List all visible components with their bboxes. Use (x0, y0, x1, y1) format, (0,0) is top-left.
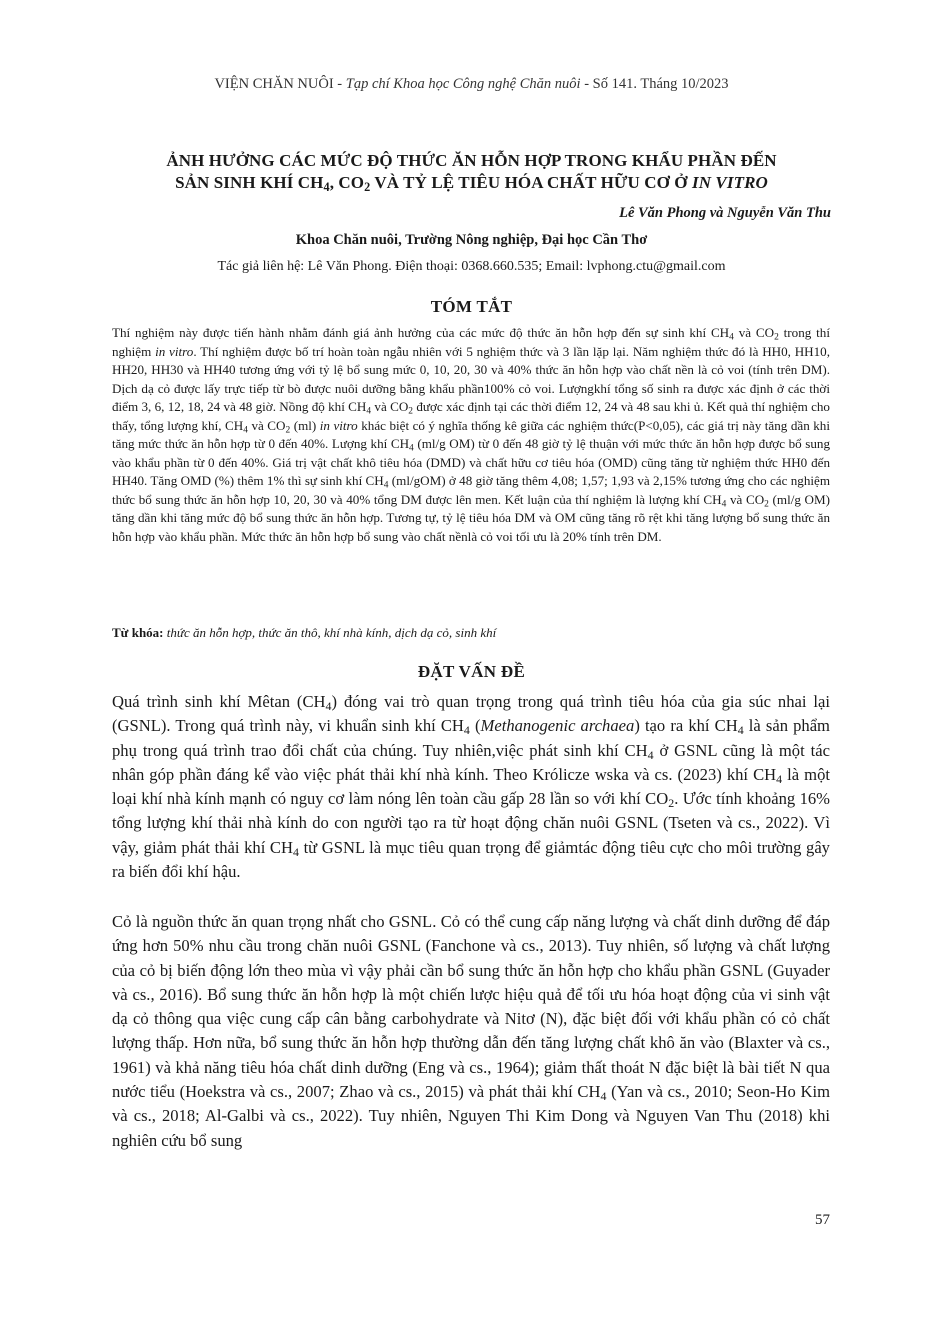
intro-heading: ĐẶT VẤN ĐỀ (417, 662, 526, 681)
intro-paragraph-1: Quá trình sinh khí Mêtan $(CH_4)$ đóng vai trò quan trọng trong quá trình tiêu hóa của gia súc nhai lại (GSNL). Trong quá trình này, vi khuẩn sinh khí $CH_4$ (Methanogenic archaea) tạo ra khí $CH_4$ là sản phẩm phụ trong quá trình trao đổi chất của chúng. Tuy nhiên,việc phát sinh khí $CH_4$ ở GSNL cũng là một tác nhân góp phần đáng kể vào việc phát thải khí nhà kính. Theo Królicze wska và cs. (2023) khí $CH_4$ là một loại khí nhà kính mạnh có nguy cơ làm nóng lên toàn cầu gấp 28 lần so với khí $CO_2$. Ước tính khoảng 16% tổng lượng khí thải nhà kính do con người tạo ra từ hoạt động chăn nuôi GSNL (Tseten và cs., 2022). Vì vậy, giảm phát thải khí $CH_4$ từ GSNL là mục tiêu quan trọng để giảmtác động tiêu cực cho môi trường gây ra biến đổi khí hậu. (112, 692, 830, 882)
title-line-2: SẢN SINH KHÍ $CH_4$, $CO_2$ VÀ TỶ LỆ TIÊU HÓA CHẤT HỮU CƠ Ở IN VITRO (175, 173, 768, 195)
keywords (112, 625, 830, 641)
abstract-heading: TÓM TẮT (430, 297, 513, 316)
affiliation: Khoa Chăn nuôi, Trường Nông nghiệp, Đại học Cần Thơ (295, 232, 648, 248)
journal-header (0, 76, 943, 93)
authors: Lê Văn Phong và Nguyễn Văn Thu (619, 205, 831, 221)
keywords-list: thức ăn hỗn hợp, thức ăn thô, khí nhà kính, dịch dạ cỏ, sinh khí (163, 625, 497, 640)
contact-info: Tác giả liên hệ: Lê Văn Phong. Điện thoại: 0368.660.535; Email: lvphong.ctu@gmail.com (217, 259, 726, 274)
title-line-1: ẢNH HƯỞNG CÁC MỨC ĐỘ THỨC ĂN HỖN HỢP TRONG KHẨU PHẦN ĐẾN (166, 151, 777, 170)
intro-paragraph-2: Cỏ là nguồn thức ăn quan trọng nhất cho GSNL. Cỏ có thể cung cấp năng lượng và chất dinh dưỡng để đáp ứng hơn 50% nhu cầu trong chăn nuôi GSNL (Fanchone và cs., 2013). Tuy nhiên, số lượng và chất lượng của cỏ bị biến động lớn theo mùa vì vậy phải cần bổ sung thức ăn hỗn hợp cho khẩu phần GSNL (Guyader và cs., 2016). Bổ sung thức ăn hỗn hợp là một chiến lược hiệu quả để tối ưu hóa hoạt động của vi sinh vật dạ cỏ thông qua việc cung cấp cân bằng carbohydrate và Nitơ (N), đặc biệt đối với khẩu phần có cỏ chất lượng thấp. Hơn nữa, bổ sung thức ăn hỗn hợp thường dẫn đến tăng lượng chất khô ăn vào (Blaxter và cs., 1961) và khả năng tiêu hóa chất dinh dưỡng (Eng và cs., 1964); giảm thất thoát N đặc biệt là bài tiết N qua nước tiểu (Hoekstra và cs., 2007; Zhao và cs., 2015) và phát thải khí $CH_4$ (Yan và cs., 2010; Seon-Ho Kim và cs., 2018; Al-Galbi và cs., 2022). Tuy nhiên, Nguyen Thi Kim Dong và Nguyen Van Thu (2018) khi nghiên cứu bổ sung (112, 912, 830, 1150)
journal-issue: - Số 141. Tháng 10/2023 (580, 76, 729, 92)
abstract-body: Thí nghiệm này được tiến hành nhằm đánh giá ảnh hưởng của các mức độ thức ăn hỗn hợp đến sự sinh khí $CH_4$ và $CO_2$ trong thí nghiệm in vitro. Thí nghiệm được bố trí hoàn toàn ngẫu nhiên với 5 nghiệm thức và 3 lần lặp lại. Năm nghiệm thức đó là HH0, HH10, HH20, HH30 và HH40 tương ứng với tỷ lệ bổ sung mức 0, 10, 20, 30 và 40% thức ăn hỗn hợp vào chất nền là cỏ voi (tính trên DM). Dịch dạ cỏ được lấy trực tiếp từ bò được nuôi dưỡng bằng khẩu phần100% cỏ voi. Lượngkhí tổng số sinh ra được xác định ở các thời điểm 3, 6, 12, 18, 24 và 48 giờ. Nồng độ khí $CH_4$ và $CO_2$ được xác định tại các thời điểm 12, 24 và 48 sau khi ủ. Kết quả thí nghiệm cho thấy, tổng lượng khí, $CH_4$ và $CO_2$ (ml) in vitro khác biệt có ý nghĩa thống kê giữa các nghiệm thức(P<0,05), các giá trị này tăng dần khi tăng mức thức ăn hỗn hợp từ 0 đến 40%. Lượng khí $CH_4$ (ml/g OM) từ 0 đến 48 giờ tỷ lệ thuận với mức thức ăn hỗn hợp được bổ sung vào khẩu phần từ 0 đến 40%. Giá trị vật chất khô tiêu hóa (DMD) và chất hữu cơ tiêu hóa (OMD) cũng tăng từ nghiệm thức HH0 đến HH40. Tăng OMD (%) thêm 1% thì sự sinh khí $CH_4$ (ml/gOM) ở 48 giờ tăng thêm 4,08; 1,57; 1,93 và 2,15% tương ứng cho các nghiệm thức bổ sung thức ăn hỗn hợp 10, 20, 30 và 40% tổng DM được lên men. Kết luận của thí nghiệm là lượng khí $CH_4$ và $CO_2$ (ml/g OM) tăng dần khi tăng mức độ bổ sung thức ăn hỗn hợp. Tương tự, tỷ lệ tiêu hóa DM và OM cũng tăng rõ rệt khi tăng lượng bổ sung thức ăn hỗn hợp vào khẩu phần. Mức thức ăn hỗn hợp bổ sung vào chất nềnlà cỏ voi tối ưu là 20% tính trên DM. (112, 325, 831, 545)
page-number: 57 (815, 1212, 830, 1228)
journal-name: Tạp chí Khoa học Công nghệ Chăn nuôi (345, 76, 581, 92)
journal-publisher: VIỆN CHĂN NUÔI - (214, 76, 346, 92)
keywords-label: Từ khóa: (112, 625, 164, 640)
paper-title (100, 150, 843, 194)
